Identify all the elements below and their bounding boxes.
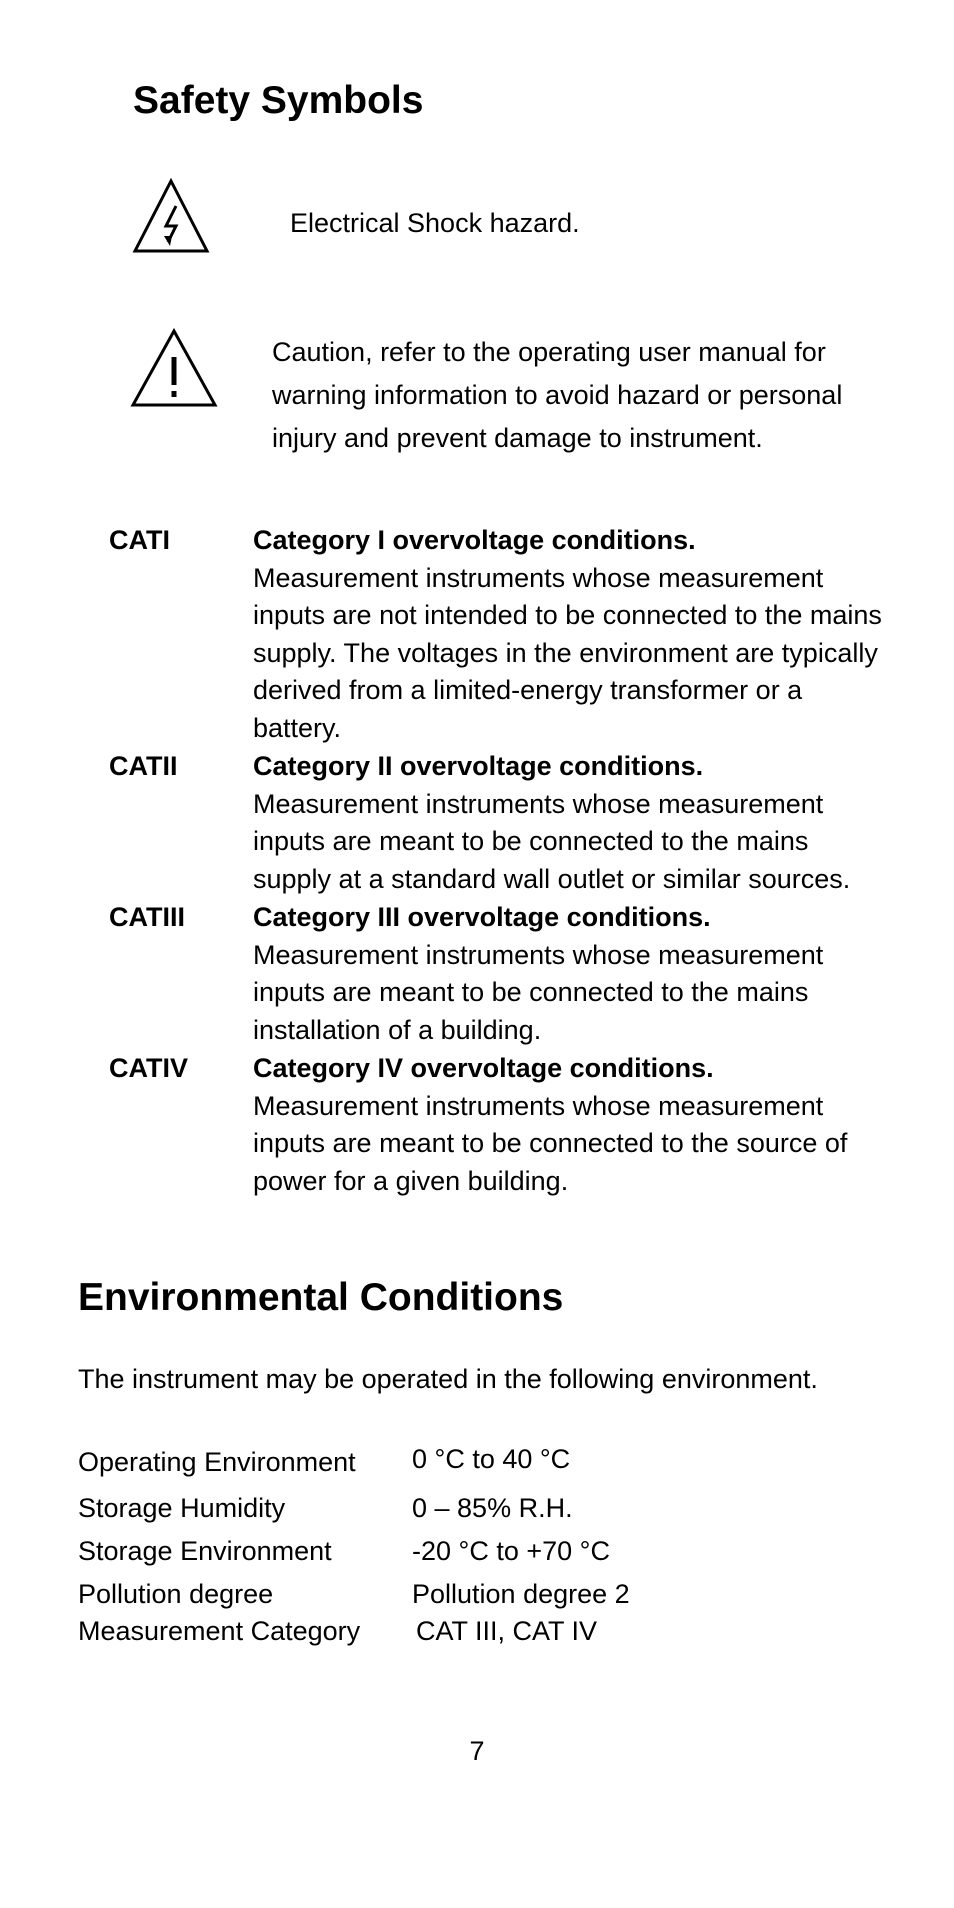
env-label: Storage Environment: [78, 1536, 332, 1566]
page-number: 7: [469, 1736, 485, 1766]
cat-ii-description: [253, 748, 893, 898]
cat-i-label: CATI: [109, 525, 170, 555]
cat-iii-description: [253, 899, 893, 1049]
env-label: Storage Humidity: [78, 1493, 286, 1523]
env-value: CAT III, CAT IV: [416, 1616, 598, 1646]
electrical-shock-warning-icon: [131, 176, 211, 256]
cat-i-title: Category I overvoltage conditions.: [253, 525, 696, 555]
cat-i-text: Measurement instruments whose measurement inputs are not intended to be connected to the mains supply. The voltages in the environment are typically derived from a limited-energy transformer or a battery.: [253, 562, 882, 743]
caution-text: Caution, refer to the operating user manual for warning information to avoid hazard or personal injury and prevent damage to instrument.: [272, 337, 843, 453]
env-value: 0 – 85% R.H.: [412, 1493, 573, 1523]
cat-ii-label: CATII: [109, 751, 178, 781]
env-label: Operating Environment: [78, 1447, 356, 1477]
cat-i-description: [253, 522, 893, 747]
cat-iv-title: Category IV overvoltage conditions.: [253, 1053, 714, 1083]
env-value: Pollution degree 2: [412, 1579, 630, 1609]
env-value: -20 °C to +70 °C: [412, 1536, 610, 1566]
cat-ii-title: Category II overvoltage conditions.: [253, 751, 704, 781]
caution-exclamation-icon: [130, 327, 218, 409]
cat-iv-text: Measurement instruments whose measurement inputs are meant to be connected to the source of power for a given building.: [253, 1090, 848, 1196]
environmental-conditions-heading: Environmental Conditions: [78, 1276, 564, 1319]
cat-iii-label: CATIII: [109, 902, 185, 932]
cat-iv-description: [253, 1050, 893, 1200]
electrical-shock-text: Electrical Shock hazard.: [290, 208, 580, 238]
env-label: Measurement Category: [78, 1616, 361, 1646]
safety-symbols-heading: Safety Symbols: [133, 79, 424, 122]
env-label: Pollution degree: [78, 1579, 274, 1609]
cat-iii-title: Category III overvoltage conditions.: [253, 902, 711, 932]
env-value: 0 °C to 40 °C: [412, 1444, 571, 1474]
cat-ii-text: Measurement instruments whose measurement inputs are meant to be connected to the mains supply at a standard wall outlet or similar sources.: [253, 788, 851, 894]
cat-iv-label: CATIV: [109, 1053, 188, 1083]
cat-iii-text: Measurement instruments whose measurement inputs are meant to be connected to the mains installation of a building.: [253, 939, 824, 1045]
environment-intro: The instrument may be operated in the following environment.: [78, 1364, 818, 1394]
